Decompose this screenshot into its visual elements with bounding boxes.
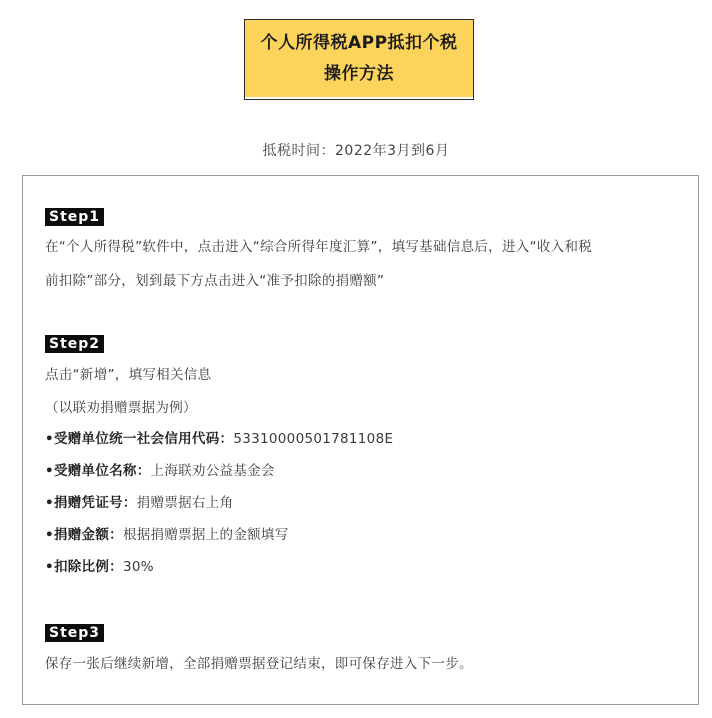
credit-code-value: 53310000501781108E [233,431,394,447]
instructions-panel [22,175,699,705]
credit-code-label: 受赠单位统一社会信用代码： [53,431,234,447]
step2-line-1: 点击“新增”，填写相关信息 [45,367,212,383]
deduction-ratio-label: 扣除比例： [53,559,123,575]
bullet-dot: • [45,559,54,575]
step3-line-1: 保存一张后继续新增，全部捐赠票据登记结束，即可保存进入下一步。 [45,656,473,672]
recipient-name-value: 上海联劝公益基金会 [150,463,275,479]
bullet-recipient-name [45,461,275,481]
title-line-1: 个人所得税APP抵扣个税 [260,32,458,53]
bullet-credit-code [45,429,393,449]
bullet-deduction-ratio [45,557,154,577]
recipient-name-label: 受赠单位名称： [53,463,151,479]
title-banner [244,19,474,98]
deduction-ratio-value: 30% [122,559,154,575]
title-banner-shadow [244,97,474,100]
bullet-dot: • [45,495,54,511]
bullet-donation-amount [45,525,289,545]
step3-tag: Step3 [45,624,104,642]
bullet-dot: • [45,463,54,479]
bullet-dot: • [45,527,54,543]
tax-period-subtitle: 抵税时间：2022年3月到6月 [262,143,450,159]
donation-amount-label: 捐赠金额： [53,527,123,543]
bullet-voucher-number [45,493,233,513]
voucher-number-value: 捐赠票据右上角 [136,495,234,511]
step1-line-1: 在“个人所得税”软件中，点击进入“综合所得年度汇算”，填写基础信息后，进入“收入和税 [45,239,593,255]
step1-tag: Step1 [45,208,104,226]
voucher-number-label: 捐赠凭证号： [53,495,137,511]
step1-line-2: 前扣除”部分，划到最下方点击进入“准予扣除的捐赠额” [45,273,385,289]
title-line-2: 操作方法 [324,63,394,84]
step2-tag: Step2 [45,335,104,353]
bullet-dot: • [45,431,54,447]
donation-amount-value: 根据捐赠票据上的金额填写 [122,527,289,543]
step2-line-2: （以联劝捐赠票据为例） [45,400,197,416]
